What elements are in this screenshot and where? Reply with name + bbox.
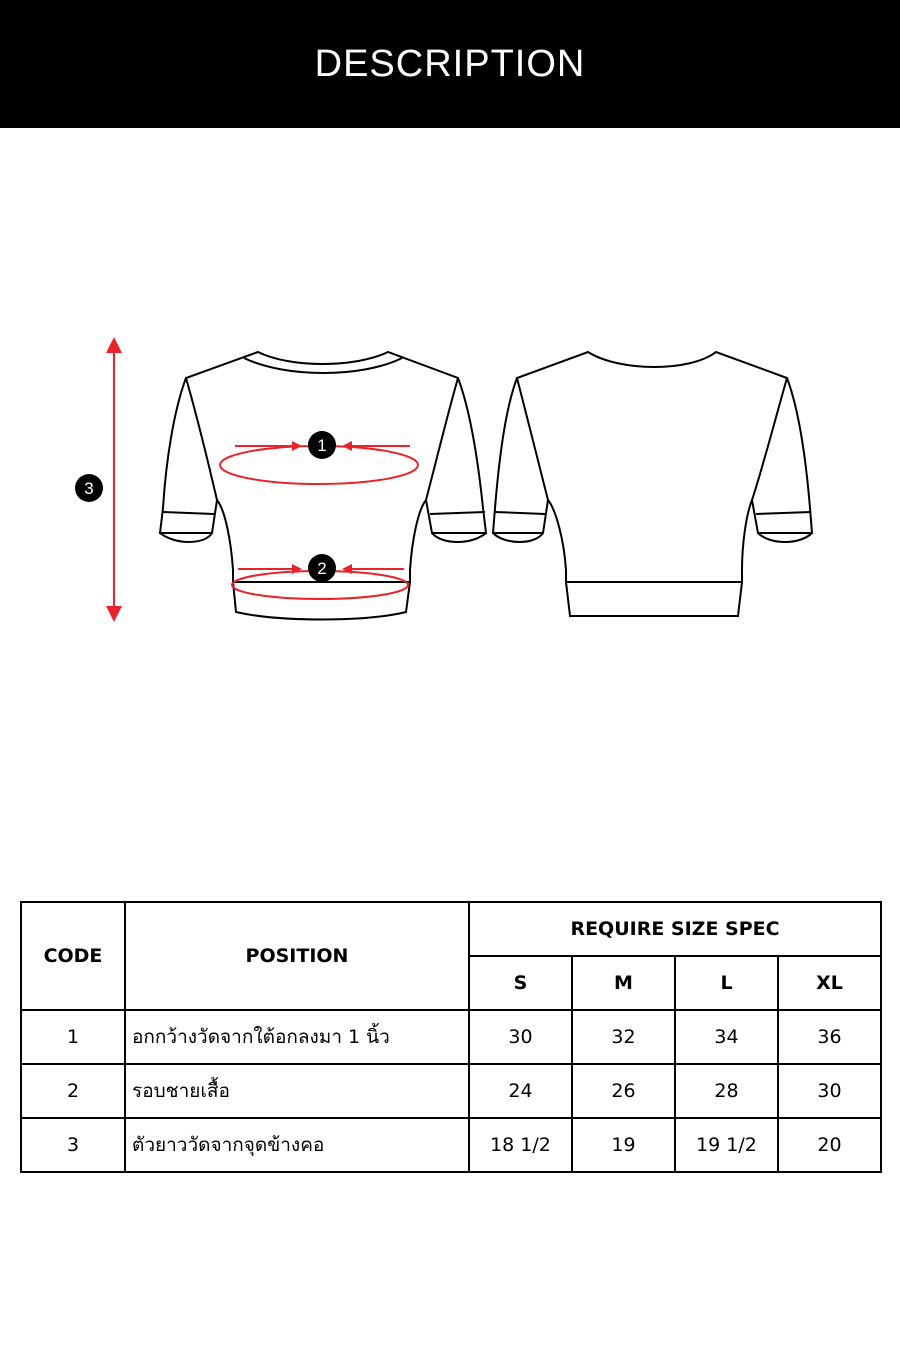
row-code: 1 [21,1010,125,1064]
header-size-m: M [572,956,675,1010]
size-spec-table [20,901,882,1173]
svg-text:2: 2 [317,559,327,578]
row-value-l: 28 [675,1064,778,1118]
row-value-l: 19 1/2 [675,1118,778,1172]
header-size-l: L [675,956,778,1010]
table-row [21,1118,881,1172]
page-title: DESCRIPTION [314,42,586,85]
svg-text:3: 3 [84,479,94,498]
row-value-xl: 30 [778,1064,881,1118]
row-position: อกกว้างวัดจากใต้อกลงมา 1 นิ้ว [125,1010,469,1064]
row-value-xl: 20 [778,1118,881,1172]
svg-text:1: 1 [317,436,327,455]
row-position: รอบชายเสื้อ [125,1064,469,1118]
row-position: ตัวยาววัดจากจุดข้างคอ [125,1118,469,1172]
row-value-m: 26 [572,1064,675,1118]
row-value-s: 24 [469,1064,572,1118]
row-value-s: 30 [469,1010,572,1064]
garment-diagram [0,320,900,640]
table-row [21,1064,881,1118]
row-value-s: 18 1/2 [469,1118,572,1172]
row-value-m: 19 [572,1118,675,1172]
back-view-shirt [493,352,812,616]
marker-3 [75,474,103,502]
row-code: 2 [21,1064,125,1118]
table-row [21,1010,881,1064]
length-measure-arrow [106,337,122,622]
marker-2 [308,554,336,582]
row-value-m: 32 [572,1010,675,1064]
row-code: 3 [21,1118,125,1172]
marker-1 [308,431,336,459]
header-bar [0,0,900,128]
header-code: CODE [21,902,125,1010]
row-value-l: 34 [675,1010,778,1064]
header-position: POSITION [125,902,469,1010]
header-require-size-spec: REQUIRE SIZE SPEC [469,902,881,956]
header-size-xl: XL [778,956,881,1010]
row-value-xl: 36 [778,1010,881,1064]
header-size-s: S [469,956,572,1010]
